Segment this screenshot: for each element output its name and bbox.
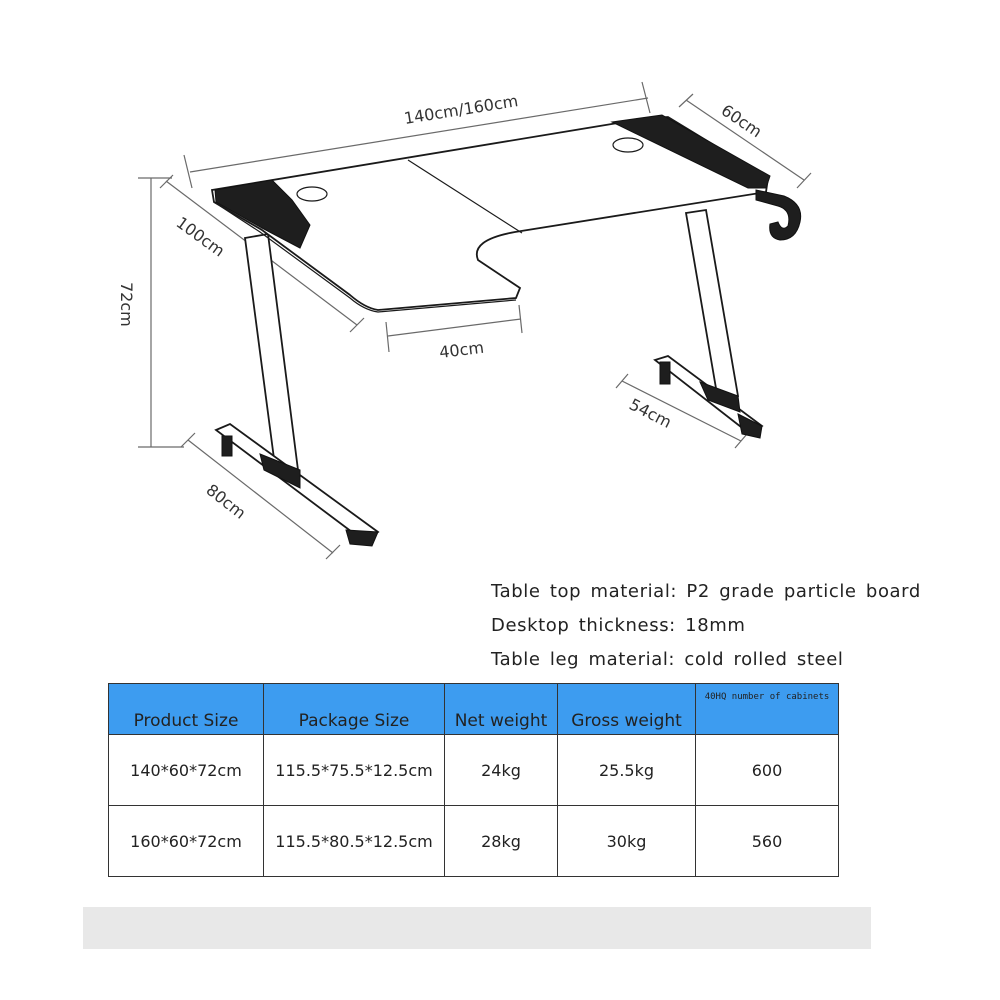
right-foot-label: 54cm	[626, 394, 675, 432]
depth-label: 60cm	[717, 100, 766, 142]
tabletop-material: Table top material: P2 grade particle board	[491, 581, 921, 602]
cell-package-size: 115.5*80.5*12.5cm	[264, 806, 445, 877]
height-label: 72cm	[117, 282, 136, 327]
cell-cabinets: 560	[696, 806, 839, 877]
right-leg	[655, 210, 762, 438]
cell-net-weight: 24kg	[445, 735, 558, 806]
cell-gross-weight: 25.5kg	[558, 735, 696, 806]
header-gross-weight: Gross weight	[558, 684, 696, 735]
header-package-size: Package Size	[264, 684, 445, 735]
cell-product-size: 160*60*72cm	[109, 806, 264, 877]
header-cabinets: 40HQ number of cabinets	[696, 684, 839, 735]
cell-cabinets: 600	[696, 735, 839, 806]
return-width-label: 40cm	[438, 337, 485, 362]
header-product-size: Product Size	[109, 684, 264, 735]
cell-package-size: 115.5*75.5*12.5cm	[264, 735, 445, 806]
desktop-thickness: Desktop thickness: 18mm	[491, 615, 746, 636]
footer-bar	[83, 907, 871, 949]
table-row	[109, 806, 839, 877]
width-label: 140cm/160cm	[402, 91, 520, 128]
header-net-weight: Net weight	[445, 684, 558, 735]
height-dimension	[117, 178, 184, 447]
left-foot-label: 80cm	[202, 480, 250, 523]
material-specs	[491, 578, 921, 680]
leg-material: Table leg material: cold rolled steel	[491, 649, 844, 670]
product-spec-table	[108, 683, 839, 877]
cell-product-size: 140*60*72cm	[109, 735, 264, 806]
return-length-label: 100cm	[172, 212, 229, 261]
return-width-dimension	[386, 305, 522, 362]
cell-net-weight: 28kg	[445, 806, 558, 877]
headphone-hook-icon	[756, 190, 801, 240]
table-header-row	[109, 684, 839, 735]
cell-gross-weight: 30kg	[558, 806, 696, 877]
table-row	[109, 735, 839, 806]
